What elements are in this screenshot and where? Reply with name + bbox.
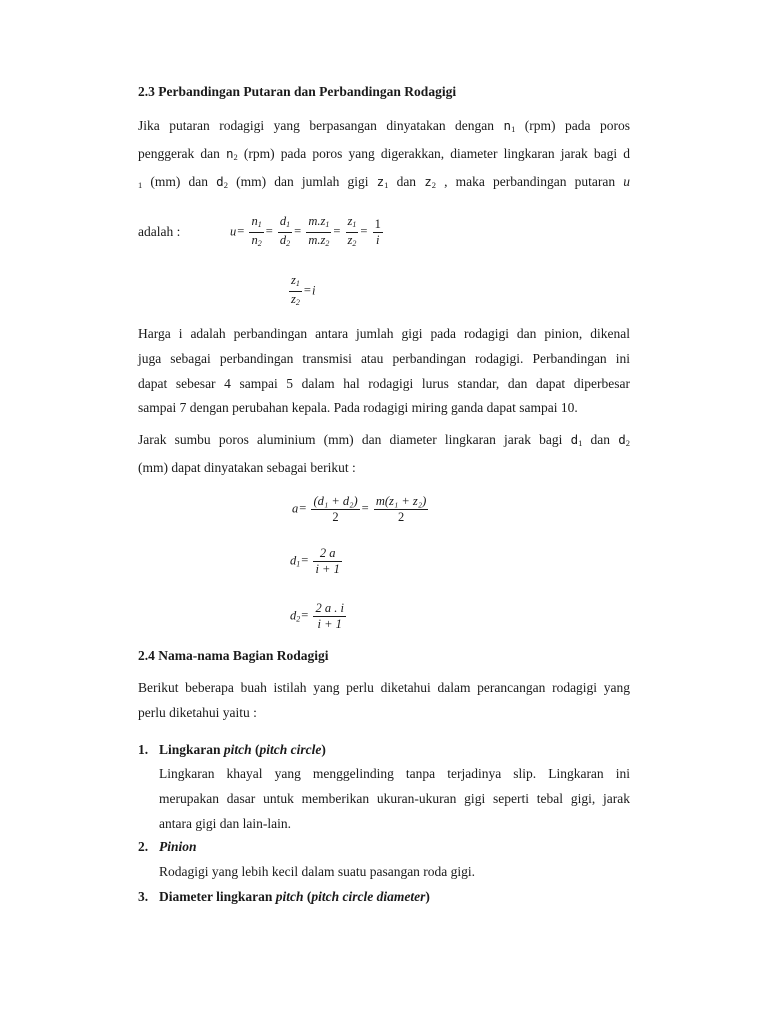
list-item-2-title: Pinion [159,839,197,854]
gear-ratio-equation: u= $\frac{n_1}{n_2}$ = $\frac{d_1}{d_2}$ = $\frac{m.z_1}{m.z_2}$ = $\frac{z_1}{z_2}$ = $\frac{1}{i}$ [230,214,381,248]
center-distance-equation: a= $\frac{\text{(d₁ + d₂)}}{2}$ = $\frac{\text{m(z₁ + z₂)}}{2}$ [292,494,427,524]
section-2-3-paragraph-3: Jarak sumbu poros aluminium (mm) dan diameter lingkaran jarak bagi $d_1$ dan $d_2$ (mm) dapat dinyatakan sebagai berikut : [138,432,630,475]
list-item-3-number: 3. [138,889,149,904]
section-2-4-intro: Berikut beberapa buah istilah yang perlu diketahui dalam perancangan rodagigi yang perlu diketahui yaitu : [138,680,630,720]
section-2-3-paragraph-1: Jika putaran rodagigi yang berpasangan dinyatakan dengan $n_1$ (rpm) pada poros penggerak dan $n_2$ (rpm) pada poros yang digerakkan, diameter lingkaran jarak bagi d $_1$ (mm) dan $d_2$ (mm) dan jumlah gigi $z_1$ dan $z_2$ , maka perbandingan putaran u [138,118,630,190]
ratio-i-equation: $\frac{z_1}{z_2}$ =i [291,273,316,307]
adalah-label: adalah : [138,224,181,239]
d1-equation: $d_1=$ $\frac{2 a}{i + 1}$ [290,546,340,576]
section-2-4-title: 2.4 Nama-nama Bagian Rodagigi [138,648,329,663]
list-item-1-title: Lingkaran pitch (pitch circle) [159,742,326,757]
d2-equation: $d_2=$ $\frac{2 a . i}{i + 1}$ [290,601,344,631]
list-item-2-body: Rodagigi yang lebih kecil dalam suatu pasangan roda gigi. [159,864,476,879]
list-item-1-body: Lingkaran khayal yang menggelinding tanpa terjadinya slip. Lingkaran ini merupakan dasar untuk memberikan ukuran-ukuran gigi seperti tebal gigi, jarak antara gigi dan lain-lain. [159,766,630,831]
list-item-1-number: 1. [138,742,149,757]
section-2-3-title: 2.3 Perbandingan Putaran dan Perbandingan Rodagigi [138,84,457,99]
list-item-3-title: Diameter lingkaran pitch (pitch circle diameter) [159,889,430,904]
section-2-3-paragraph-2: Harga i adalah perbandingan antara jumlah gigi pada rodagigi dan pinion, dikenal juga sebagai perbandingan transmisi atau perbandingan rodagigi. Perbandingan ini dapat sebesar 4 sampai 5 dalam hal rodagigi lurus standar, dan dapat diperbesar sampai 7 dengan perubahan kepala. Pada rodagigi miring ganda dapat sampai 10. [138,326,630,416]
list-item-2-number: 2. [138,839,149,854]
